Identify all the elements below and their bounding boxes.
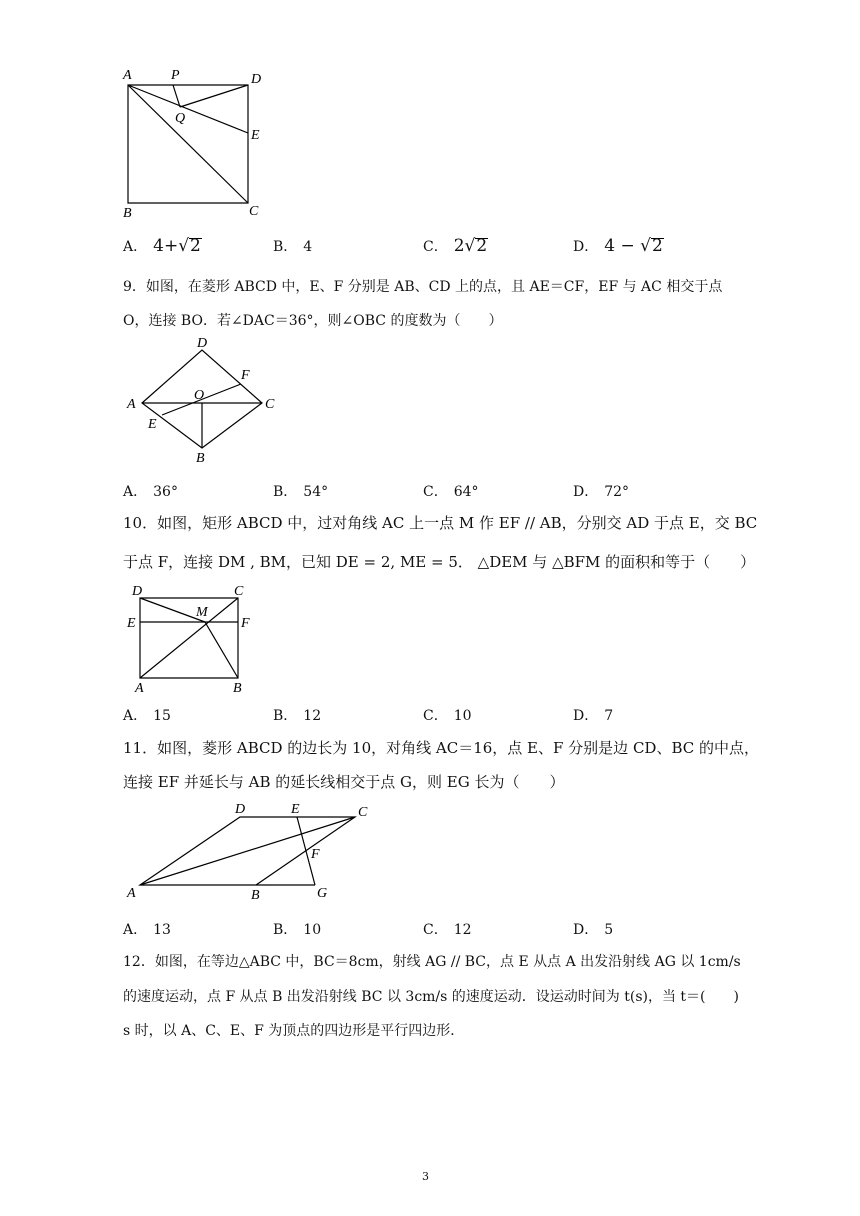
q10-label-c: C [234, 584, 244, 599]
q10-label-m: M [196, 605, 208, 620]
q10-label-f: F [241, 616, 250, 631]
q11-option-d[interactable]: D． 5 [573, 922, 614, 938]
q9-option-c[interactable]: C． 64° [423, 484, 479, 500]
q9-label-o: O [194, 388, 205, 403]
q9-label-c: C [265, 397, 275, 412]
q9-label-a: A [127, 397, 136, 412]
q10-text-line2: 于点 F，连接 DM , BM，已知 DE = 2, ME = 5． △DEM 与 △BFM 的面积和等于（ ） [123, 553, 756, 571]
q8-label-e: E [251, 128, 260, 143]
q10-figure [115, 580, 265, 700]
q11-label-a: A [127, 886, 136, 901]
q12-text-line1: 12．如图，在等边△ABC 中，BC＝8cm，射线 AG // BC，点 E 从点 A 出发沿射线 AG 以 1cm/s [123, 954, 741, 970]
q9-option-d[interactable]: D． 72° [573, 484, 630, 500]
q8-label-c: C [249, 204, 259, 219]
q8-option-a[interactable]: A． 4+√2 [123, 236, 201, 256]
q8-label-q: Q [175, 111, 186, 126]
q11-label-g: G [317, 886, 328, 901]
q8-figure [115, 65, 275, 225]
q10-option-d[interactable]: D． 7 [573, 708, 614, 724]
q11-label-e: E [291, 802, 300, 817]
q11-label-b: B [251, 888, 260, 903]
q11-figure [115, 798, 385, 908]
q10-text-line1: 10．如图，矩形 ABCD 中，过对角线 AC 上一点 M 作 EF // AB，分别交 AD 于点 E，交 BC [123, 514, 758, 532]
q11-label-d: D [235, 802, 246, 817]
q11-option-a[interactable]: A． 13 [123, 922, 171, 938]
q8-option-b[interactable]: B． 4 [273, 239, 313, 255]
q9-label-b: B [196, 451, 205, 466]
q9-text-line1: 9．如图，在菱形 ABCD 中，E、F 分别是 AB、CD 上的点，且 AE＝CF，EF 与 AC 相交于点 [123, 279, 723, 295]
q8-label-p: P [171, 68, 180, 83]
q9-label-f: F [241, 368, 250, 383]
q10-label-d: D [132, 584, 143, 599]
q11-text-line2: 连接 EF 并延长与 AB 的延长线相交于点 G，则 EG 长为（ ） [123, 773, 565, 791]
q8-label-d: D [251, 72, 262, 87]
q9-label-d: D [197, 336, 208, 351]
q8-label-b: B [123, 206, 132, 221]
q11-label-f: F [311, 847, 320, 862]
q9-option-a[interactable]: A． 36° [123, 484, 178, 500]
q10-option-c[interactable]: C． 10 [423, 708, 472, 724]
q11-option-b[interactable]: B． 10 [273, 922, 322, 938]
q10-label-b: B [233, 681, 242, 696]
q11-text-line1: 11．如图，菱形 ABCD 的边长为 10，对角线 AC＝16，点 E、F 分别是边 CD、BC 的中点， [123, 739, 759, 757]
q10-option-b[interactable]: B． 12 [273, 708, 322, 724]
q12-text-line3: s 时，以 A、C、E、F 为顶点的四边形是平行四边形． [123, 1023, 465, 1039]
q11-label-c: C [358, 805, 368, 820]
q8-label-a: A [123, 68, 132, 83]
q9-text-line2: O，连接 BO．若∠DAC＝36°，则∠OBC 的度数为（ ） [123, 313, 503, 329]
q9-label-e: E [148, 417, 157, 432]
q12-text-line2: 的速度运动，点 F 从点 B 出发沿射线 BC 以 3cm/s 的速度运动．设运动时间为 t(s)，当 t＝( ) [123, 989, 739, 1005]
q9-figure [115, 335, 285, 470]
q8-option-c[interactable]: C． 2√2 [423, 236, 488, 256]
q8-option-d[interactable]: D． 4 − √2 [573, 236, 663, 256]
q11-option-c[interactable]: C． 12 [423, 922, 472, 938]
q10-option-a[interactable]: A． 15 [123, 708, 171, 724]
q9-option-b[interactable]: B． 54° [273, 484, 329, 500]
page-number: 3 [422, 1170, 429, 1183]
q10-label-a: A [135, 681, 144, 696]
q10-label-e: E [127, 616, 136, 631]
